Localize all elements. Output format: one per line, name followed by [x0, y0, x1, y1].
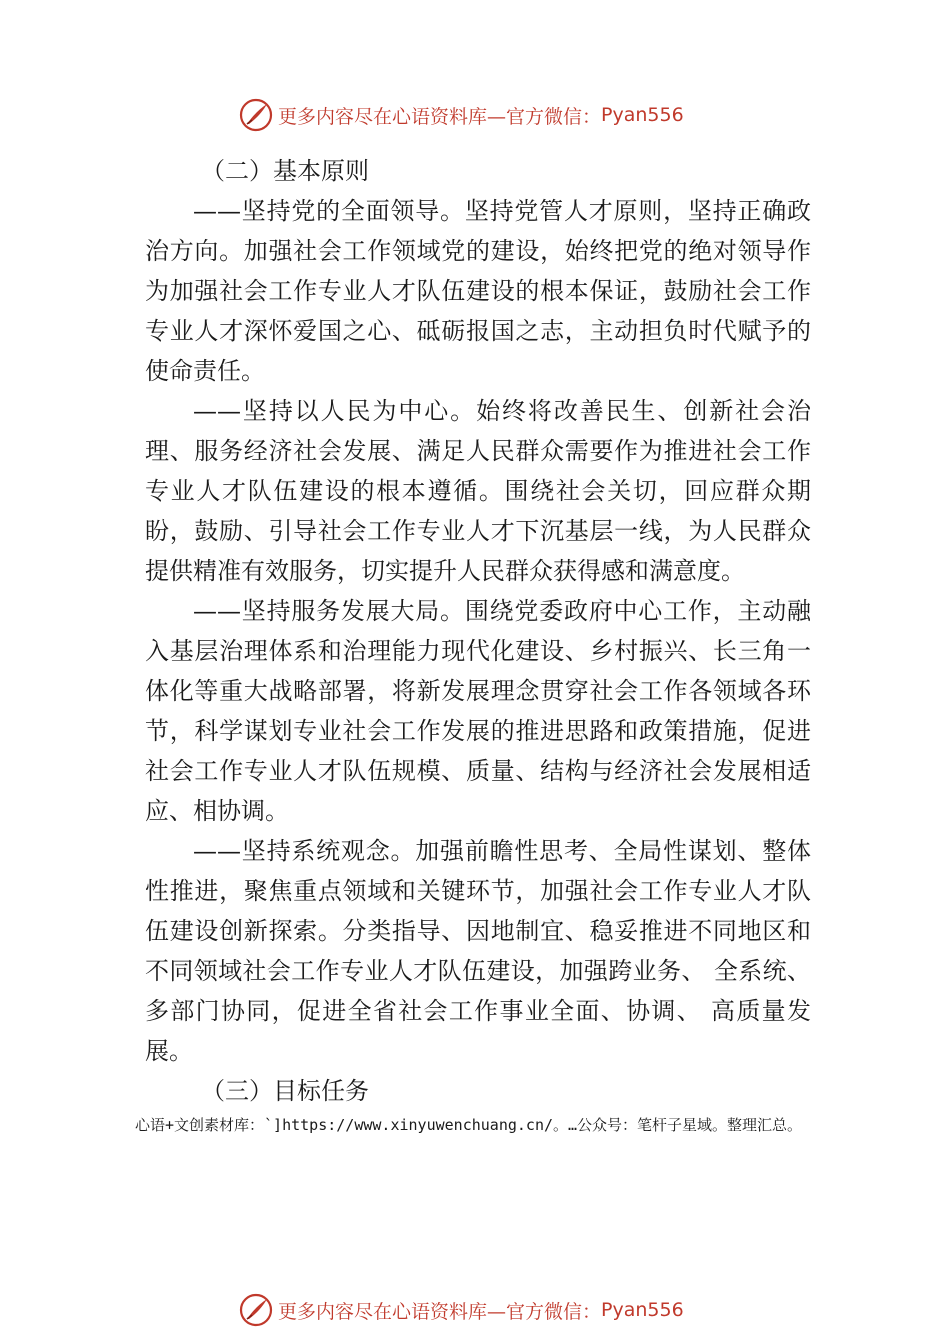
source-note: 心语+文创素材库：`]https://www.xinyuwenchuang.cn/。…公众号：笔杆子星域。整理汇总。	[135, 1116, 803, 1134]
quill-pen-logo-icon	[238, 1292, 274, 1328]
section-heading-principles: （二）基本原则	[201, 157, 369, 185]
paragraph-serve-development: ——坚持服务发展大局。围绕党委政府中心工作，主动融入基层治理体系和治理能力现代化建设、乡村振兴、长三角一体化等重大战略部署，将新发展理念贯穿社会工作各领域各环节，科学谋划专业社会工作发展的推进思路和政策措施，促进社会工作专业人才队伍规模、质量、结构与经济社会发展相适应、相协调。	[145, 597, 811, 825]
section-heading-goals: （三）目标任务	[201, 1077, 369, 1105]
paragraph-people-centered: ——坚持以人民为中心。始终将改善民生、创新社会治理、服务经济社会发展、满足人民群众需要作为推进社会工作专业人才队伍建设的根本遵循。围绕社会关切，回应群众期盼，鼓励、引导社会工作专业人才下沉基层一线，为人民群众提供精准有效服务，切实提升人民群众获得感和满意度。	[145, 397, 811, 585]
header-banner	[238, 95, 684, 135]
footer-banner-text: 更多内容尽在心语资料库—官方微信：	[278, 1300, 602, 1323]
footer-banner	[238, 1290, 684, 1330]
banner-wechat-id: Pyan556	[601, 104, 684, 126]
paragraph-party-leadership: ——坚持党的全面领导。坚持党管人才原则，坚持正确政治方向。加强社会工作领域党的建设，始终把党的绝对领导作为加强社会工作专业人才队伍建设的根本保证，鼓励社会工作专业人才深怀爱国之心、砥砺报国之志，主动担负时代赋予的使命责任。	[145, 197, 811, 385]
banner-text: 更多内容尽在心语资料库—官方微信：	[278, 105, 602, 128]
paragraph-system-concept: ——坚持系统观念。加强前瞻性思考、全局性谋划、整体性推进，聚焦重点领域和关键环节，加强社会工作专业人才队伍建设创新探索。分类指导、因地制宜、稳妥推进不同地区和不同领域社会工作专业人才队伍建设，加强跨业务、 全系统、多部门协同，促进全省社会工作事业全面、协调、 高质量发展。	[145, 837, 811, 1065]
document-body	[145, 151, 811, 1111]
footer-banner-wechat-id: Pyan556	[601, 1299, 684, 1321]
quill-pen-logo-icon	[238, 97, 274, 133]
